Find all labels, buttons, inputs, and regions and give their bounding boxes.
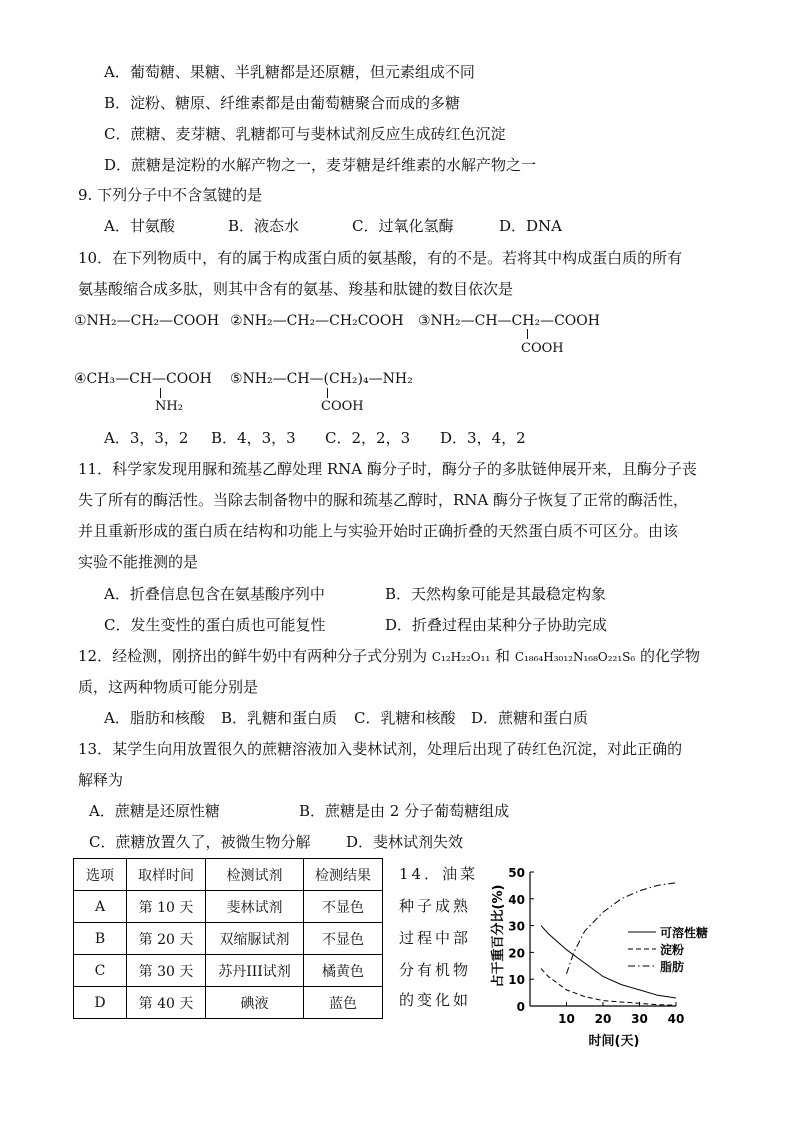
q13-line2: 解释为 — [78, 771, 124, 789]
table-cell: B — [74, 923, 127, 955]
table-cell: 苏丹III试剂 — [206, 955, 304, 987]
table-cell: 不显色 — [304, 891, 383, 923]
molecule-3: ③NH₂—CH—CH₂—COOH — [418, 313, 600, 329]
table-header-cell: 检测结果 — [304, 859, 383, 891]
table-cell: 橘黄色 — [304, 955, 383, 987]
q11-option-d: D．折叠过程由某种分子协助完成 — [385, 616, 608, 634]
q9-option-b: B．液态水 — [228, 217, 300, 235]
table-cell: 斐林试剂 — [206, 891, 304, 923]
table-cell: C — [74, 955, 127, 987]
chart-y-label: 占干重百分比(%) — [491, 884, 506, 988]
test-table — [73, 858, 383, 1019]
chart-legend — [628, 925, 708, 974]
q8-option-c: C．蔗糖、麦芽糖、乳糖都可与斐林试剂反应生成砖红色沉淀 — [104, 125, 506, 143]
q12-line1 — [78, 646, 700, 667]
q12-line1-c: 的化学物 — [639, 647, 700, 665]
table-row — [74, 987, 383, 1019]
q9-stem: 9. 下列分子中不含氢键的是 — [78, 186, 263, 204]
molecule-1: ①NH₂—CH₂—COOH — [74, 313, 220, 329]
q13-option-d: D．斐林试剂失效 — [346, 833, 464, 851]
table-cell: 双缩脲试剂 — [206, 923, 304, 955]
table-cell: 第 10 天 — [127, 891, 206, 923]
q13-option-c: C．蔗糖放置久了，被微生物分解 — [89, 833, 311, 851]
q8-option-b: B．淀粉、糖原、纤维素都是由葡萄糖聚合而成的多糖 — [104, 94, 461, 112]
q12-option-b: B．乳糖和蛋白质 — [221, 709, 338, 727]
q12-line1-b: 和 — [495, 647, 511, 665]
y-tick-label: 30 — [508, 919, 525, 934]
q13-line1: 13．某学生向用放置很久的蔗糖溶液加入斐林试剂，处理后出现了砖红色沉淀，对此正确的 — [78, 740, 683, 758]
table-cell: 碘液 — [206, 987, 304, 1019]
seed-composition-chart — [478, 858, 728, 1058]
q12-line2: 质，这两种物质可能分别是 — [78, 678, 259, 696]
q10-option-d: D．3，4，2 — [440, 429, 526, 447]
q10-option-b: B．4，3，3 — [211, 429, 296, 447]
q10-option-c: C．2，2，3 — [325, 429, 411, 447]
q13-option-b: B．蔗糖是由 2 分子葡萄糖组成 — [299, 802, 510, 820]
x-tick-label: 30 — [631, 1012, 648, 1026]
y-tick-label: 10 — [508, 973, 525, 988]
q10-stem-line1: 10．在下列物质中，有的属于构成蛋白质的氨基酸，有的不是。若将其中构成蛋白质的所有 — [78, 249, 683, 267]
molecule-3-bond — [527, 329, 528, 339]
series-line — [541, 926, 676, 998]
legend-label: 可溶性糖 — [660, 926, 709, 940]
q11-line4: 实验不能推测的是 — [78, 553, 199, 571]
q10-option-a: A．3，3，2 — [104, 429, 189, 447]
table-cell: D — [74, 987, 127, 1019]
table-cell: 第 40 天 — [127, 987, 206, 1019]
x-tick-label: 20 — [594, 1012, 612, 1026]
y-tick-label: 0 — [516, 1000, 525, 1014]
table-header-cell: 选项 — [74, 859, 127, 891]
table-header-cell: 检测试剂 — [206, 859, 304, 891]
formula-protein: C₁₈₆₄H₃₀₁₂N₁₆₈O₂₂₁S₆ — [514, 650, 636, 664]
q14-line1: 14．油菜 — [399, 865, 479, 883]
q14-line4: 分有机物 — [399, 961, 472, 979]
chart-series — [541, 883, 676, 1006]
q14-line2: 种子成熟 — [399, 897, 472, 915]
table-cell: 第 30 天 — [127, 955, 206, 987]
chart-x-label: 时间(天) — [588, 1034, 640, 1049]
chart-axes — [508, 866, 684, 1026]
series-line — [541, 969, 676, 1006]
q12-option-a: A．脂肪和核酸 — [104, 709, 205, 727]
q10-stem-line2: 氨基酸缩合成多肽，则其中含有的氨基、羧基和肽键的数目依次是 — [78, 280, 514, 298]
q12-option-c: C．乳糖和核酸 — [354, 709, 456, 727]
table-row — [74, 923, 383, 955]
q11-option-b: B．天然构象可能是其最稳定构象 — [385, 585, 607, 603]
q11-line1: 11．科学家发现用脲和巯基乙醇处理 RNA 酶分子时，酶分子的多肽链伸展开来，且酶分子丧 — [78, 460, 697, 478]
table-cell: 蓝色 — [304, 987, 383, 1019]
molecule-3-branch: COOH — [521, 341, 564, 356]
q9-option-d: D．DNA — [499, 217, 563, 235]
table-header-row — [74, 859, 383, 891]
q8-option-a: A．葡萄糖、果糖、半乳糖都是还原糖，但元素组成不同 — [104, 63, 475, 81]
q12-line1-a: 12．经检测，刚挤出的鲜牛奶中有两种分子式分别为 — [78, 647, 428, 665]
legend-label: 淀粉 — [660, 943, 685, 957]
molecule-5-branch: COOH — [321, 399, 364, 414]
x-tick-label: 10 — [558, 1012, 575, 1026]
table-row — [74, 891, 383, 923]
q11-line2: 失了所有的酶活性。当除去制备物中的脲和巯基乙醇时，RNA 酶分子恢复了正常的酶活性， — [78, 491, 689, 509]
q9-option-a: A．甘氨酸 — [104, 217, 175, 235]
molecule-5: ⑤NH₂—CH—(CH₂)₄—NH₂ — [230, 371, 413, 387]
q11-line3: 并且重新形成的蛋白质在结构和功能上与实验开始时正确折叠的天然蛋白质不可区分。由该 — [78, 522, 679, 540]
table-header-cell: 取样时间 — [127, 859, 206, 891]
molecule-2: ②NH₂—CH₂—CH₂COOH — [230, 313, 404, 329]
table-cell: 第 20 天 — [127, 923, 206, 955]
q13-option-a: A．蔗糖是还原性糖 — [89, 802, 220, 820]
y-tick-label: 50 — [508, 866, 525, 880]
x-tick-label: 40 — [667, 1012, 685, 1026]
q14-line3: 过程中部 — [399, 929, 472, 947]
table-cell: 不显色 — [304, 923, 383, 955]
q11-option-c: C．发生变性的蛋白质也可能复性 — [104, 616, 326, 634]
q11-option-a: A．折叠信息包含在氨基酸序列中 — [104, 585, 325, 603]
q9-option-c: C．过氧化氢酶 — [352, 217, 454, 235]
y-tick-label: 40 — [508, 892, 525, 907]
table-row — [74, 955, 383, 987]
molecule-4: ④CH₃—CH—COOH — [74, 371, 212, 387]
q12-option-d: D．蔗糖和蛋白质 — [471, 709, 589, 727]
table-cell: A — [74, 891, 127, 923]
q14-line5: 的变化如 — [399, 991, 472, 1009]
molecule-4-branch: NH₂ — [155, 399, 183, 414]
legend-label: 脂肪 — [660, 960, 685, 974]
q8-option-d: D．蔗糖是淀粉的水解产物之一，麦芽糖是纤维素的水解产物之一 — [104, 156, 537, 174]
formula-lactose: C₁₂H₂₂O₁₁ — [431, 650, 491, 664]
y-tick-label: 20 — [508, 946, 525, 961]
